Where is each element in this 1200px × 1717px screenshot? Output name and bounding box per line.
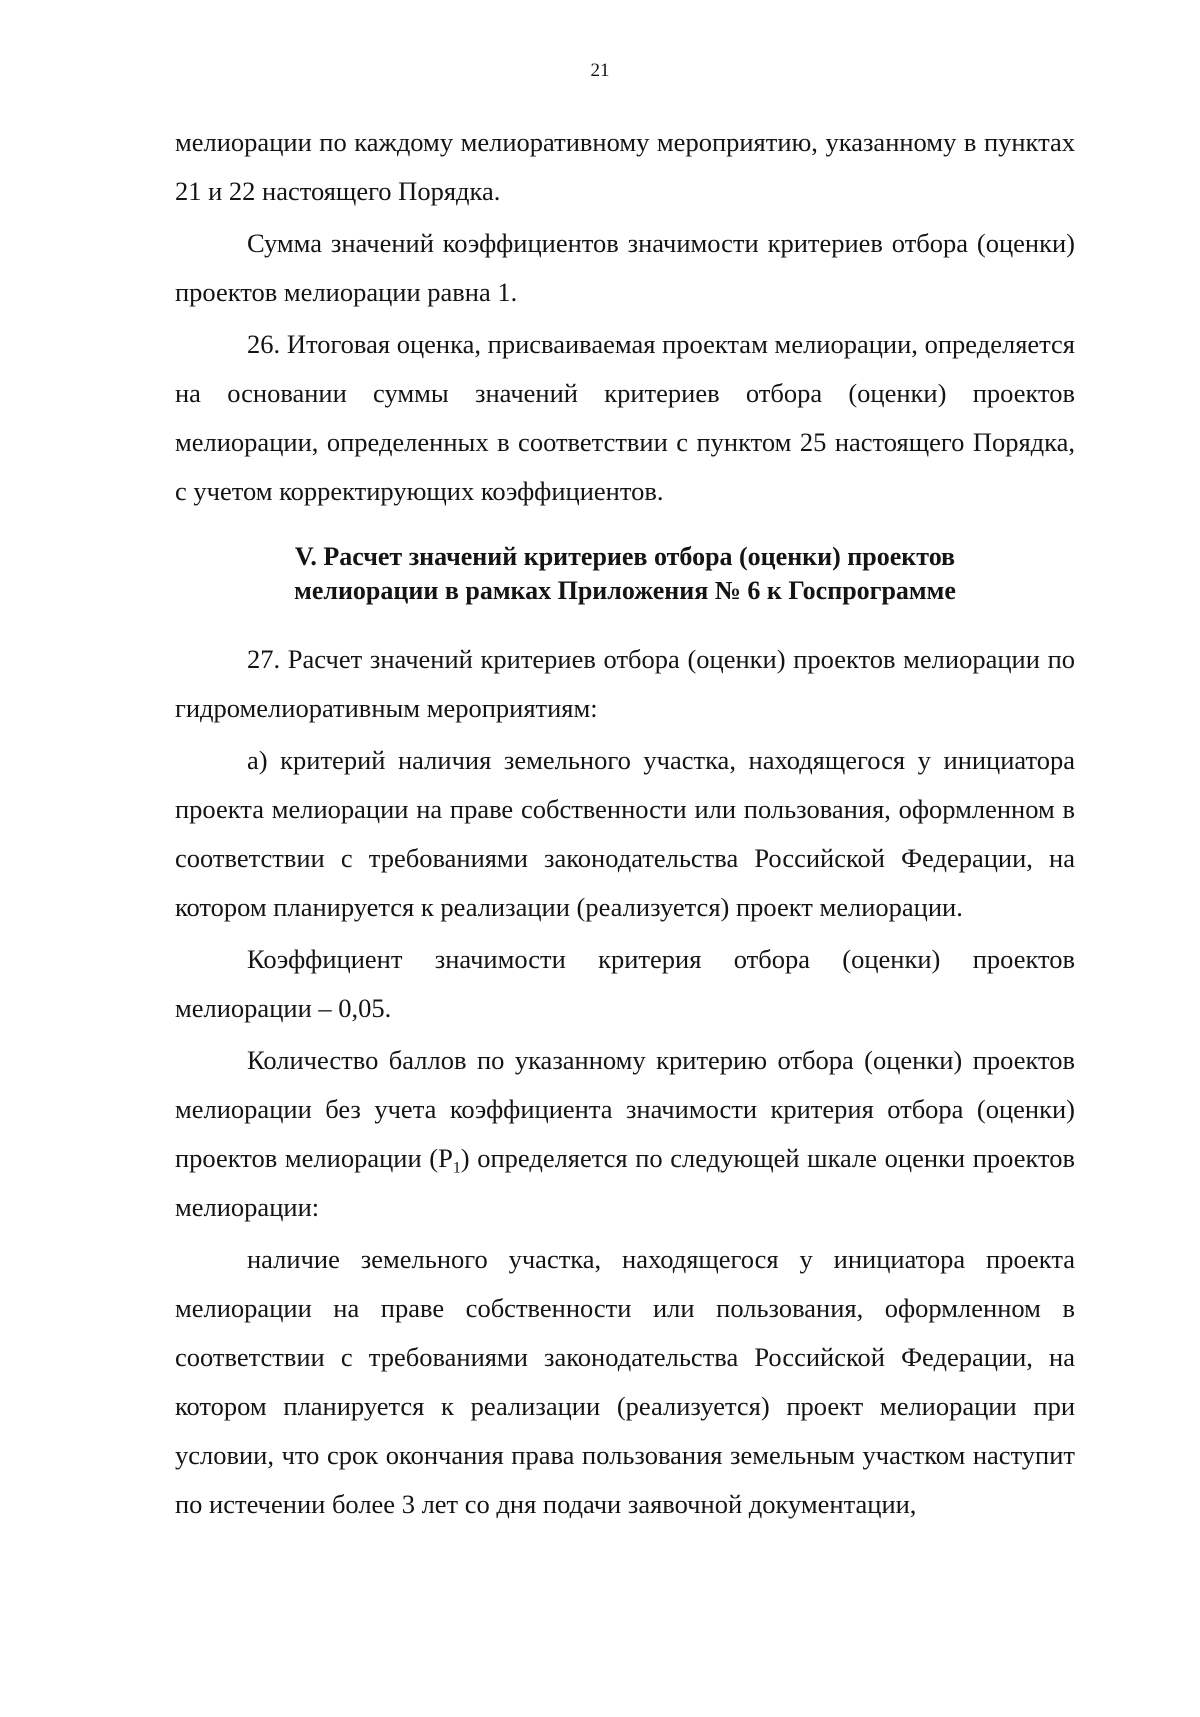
points-text-before: Количество баллов по указанному критерию отбора (оценки) проектов мелиорации без учета коэффициента значимости критерия отбора (оценки) проектов мелиорации (	[175, 1045, 1075, 1173]
section-heading	[175, 540, 1075, 608]
section-heading-line-1: V. Расчет значений критериев отбора (оценки) проектов	[294, 542, 956, 571]
points-variable: P	[438, 1143, 453, 1173]
paragraph-significance-coefficient: Коэффициент значимости критерия отбора (оценки) проектов мелиорации – 0,05.	[175, 944, 1075, 1023]
section-heading-line-2: мелиорации в рамках Приложения № 6 к Госпрограмме	[294, 576, 956, 605]
paragraph-land-plot-condition: наличие земельного участка, находящегося у инициатора проекта мелиорации на праве собственности или пользования, оформленном в соответствии с требованиями законодательства Российской Федерации, на котором планируется к реализации (реализуется) проект мелиорации при условии, что срок окончания права пользования земельным участком наступит по истечении более 3 лет со дня подачи заявочной документации,	[175, 1244, 1075, 1519]
paragraph-criterion-a: а) критерий наличия земельного участка, находящегося у инициатора проекта мелиорации на праве собственности или пользования, оформленном в соответствии с требованиями законодательства Российской Федерации, на котором планируется к реализации (реализуется) проект мелиорации.	[175, 745, 1075, 922]
page-number: 21	[590, 60, 610, 81]
paragraph-item-27: 27. Расчет значений критериев отбора (оценки) проектов мелиорации по гидромелиоративным мероприятиям:	[175, 644, 1075, 723]
paragraph-item-26: 26. Итоговая оценка, присваиваемая проектам мелиорации, определяется на основании суммы значений критериев отбора (оценки) проектов мелиорации, определенных в соответствии с пунктом 25 настоящего Порядка, с учетом корректирующих коэффициентов.	[175, 329, 1075, 506]
points-text-after: ) определяется по следующей шкале оценки проектов мелиорации:	[175, 1143, 1075, 1222]
points-variable-subscript: 1	[452, 1159, 461, 1177]
paragraph-continuation: мелиорации по каждому мелиоративному мероприятию, указанному в пунктах 21 и 22 настоящего Порядка.	[175, 127, 1075, 206]
paragraph-points-scale	[175, 1036, 1075, 1232]
document-body	[175, 118, 1075, 1529]
paragraph-coefficient-sum: Сумма значений коэффициентов значимости критериев отбора (оценки) проектов мелиорации равна 1.	[175, 228, 1075, 307]
